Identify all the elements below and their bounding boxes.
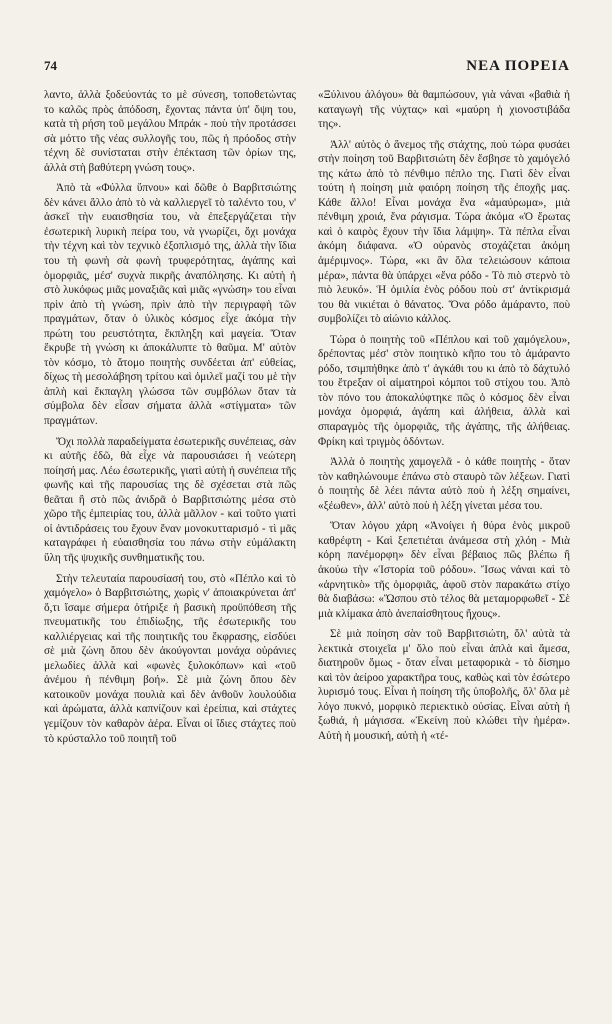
paragraph: «Ξύλινου ἀλόγου» θὰ θαμπώσουν, γιὰ νάναι «βαθιὰ ἡ καταγωγὴ τῆς νύχτας» καὶ «μαύρη ἡ χιονοστιβάδα της». [318,89,570,131]
paragraph: Ἀλλὰ ὁ ποιητὴς χαμογελᾶ - ὁ κάθε ποιητὴς - ὅταν τὸν καθηλώνουμε ἐπάνω στὸ σταυρὸ τῶν λέξεων. Γιατὶ ὁ ποιητὴς δὲ λέει πάντα αὐτὸ ποὺ ἡ λέξη σημαίνει, «ξέωθεν», ἀλλ' αὐτὸ ποὺ ἡ λέξη γίνεται μέσα του. [318,456,570,512]
paragraph: Τώρα ὁ ποιητὴς τοῦ «Πέπλου καὶ τοῦ χαμόγελου», δρέποντας μέσ' στὸν ποιητικὸ κῆπο του τὸ ἀμάραντο ρόδο, τσιμπήθηκε ἀπὸ τ' ἀγκάθι του κι ἀπὸ τὸ δάχτυλό του ἔτρεξαν οἱ αἱματηροὶ κόμποι τοῦ στίχου του. Ἀπὸ τὸν πόνο του ἀποκαλύφτηκε πῶς ὁ κόσμος δὲν εἶναι μονάχα ὁμορφιά, ἀγάπη καὶ ἀλήθεια, ἀλλὰ καὶ σπαραγμὸς τῆς ὁμορφιᾶς, τῆς ἀγάπης, τῆς ἀλήθειας. Φρίκη καὶ τριγμὸς ὀδόντων. [318,333,570,448]
paragraph: Ὄχι πολλὰ παραδείγματα ἐσωτερικῆς συνέπειας, σὰν κι αὐτῆς ἐδῶ, θὰ εἶχε νὰ παρουσιάσει ἡ νεώτερη ποίησή μας. Λέω ἐσωτερικῆς, γιατὶ αὐτὴ ἡ συνέπεια τῆς φωνῆς καὶ τῆς παρουσίας της δὲ σχέσεται στὰ πῶς θεᾶται ἢ στὸ πῶς ἀνιδρᾶ ὁ Βαρβιτσιώτης μέσα στὸ χῶρο τῆς ἐμπειρίας του, ἀλλὰ μᾶλλον - καὶ τοῦτο γιατὶ οἱ ἀντιδράσεις του ἔχουν ἕναν μονοκυτταρισμό - τὶ μᾶς καταγράφει ἡ εὐαισθησία του πάνω στὴν εὐμάλακτη ὕλη τῆς ψυχικῆς συνθηματικῆς του. [44,435,296,564]
text-columns [44,88,570,752]
page-header [44,58,570,75]
journal-title: ΝΕΑ ΠΟΡΕΙΑ [466,58,570,74]
page-number: 74 [44,58,57,73]
paragraph: Ἀπὸ τὰ «Φύλλα ὕπνου» καὶ δῶθε ὁ Βαρβιτσιώτης δὲν κάνει ἄλλο ἀπὸ τὸ νὰ καλλιεργεῖ τὸ ταλέντο του, ν' ἀσκεῖ τὴν ευαισθησία του, νὰ ἐπεξεργάζεται τὴν ἐσωτερικὴ λυρικὴ πείρα του, νὰ γνωρίζει, ὄχι μονάχα τὴν τέχνη καὶ τὸν τεχνικὸ ἐξοπλισμό της, ἀλλὰ τὴν ἴδια του τὴ φωνὴ σὰ φωνὴ τρυφερότητας, ἀγάπης καὶ ὁμορφιᾶς, μέσ' συχνὰ πικρῆς ἀναπόλησης. Κι αὐτὴ ἡ στὸ λυκόφως μιᾶς μοναξιᾶς καὶ μιᾶς «γνώση» του εἶναι πρὶν ἀπὸ τὴ γνώση, πρὶν ἀπὸ τὴν περιγραφὴ τῶν πραγμάτων, ὅταν ὁ ὑλικὸς κόσμος εἶχε ἀκόμα τὴν πρώτη του ρευστότητα, ἔκπληξη καὶ μαγεία. Ὅταν ἔκρυβε τὴ γνώση κι ἀποκάλυπτε τὸ θαῦμα. Μ' αὐτὸν τὸν κόσμο, τὸ ἄτομο ποιητὴς συνδέεται ἀπ' εὐθείας, δίχως τὴ μεσολάβηση τρίτου καὶ ὁμιλεῖ μαζί του μὲ τὴν ἁπλὴ καὶ ἔκπαγλη γλώσσα τῶν συμβόλων ὅταν τὰ σύμβολα δὲν εἶσαν σήματα ἀλλὰ «στίγματα» τῶν πραγμάτων. [44,182,296,428]
left-column [44,88,296,752]
paragraph: Ἀλλ' αὐτὸς ὁ ἄνεμος τῆς στάχτης, ποὺ τώρα φυσάει στὴν ποίηση τοῦ Βαρβιτσιώτη δὲν ἔσβησε τὸ χαμόγελό της κάτω ἀπὸ τὸ πένθιμο πέπλο της. Γιατὶ δὲν εἶναι τούτη ἡ ποίηση μιὰ φαιόρη ποίηση τῆς ἐποχῆς μας. Κάθε ἄλλο! Εἶναι μονάχα ἕνα «ἀμαύρωμα», μιὰ πένθιμη χροιά, ἕνα ράγισμα. Τώρα ἀκόμα «Ὁ ἔρωτας καὶ ὁ καιρὸς ἔχουν τὴν ἴδια λάμψη». Τὰ πέπλα εἶναι ἀκόμη διάφανα. «Ὁ οὐρανὸς στοχάζεται ἀκόμη ἀμέριμνος». Τώρα, «κι ἂν ὅλα τελειώσουν κάποια μέρα», πάντα θὰ ὑπάρχει «ἕνα ρόδο - Τὸ πιὸ στερνὸ τὸ πιὸ λευκό». Ἡ ὁμιλία ἑνὸς ρόδου ποὺ στ' ἀντίκρισμά του θὰ νικιέται ὁ θάνατος. Ὅνα ρόδο ἀμάραντο, ποὺ συμβολίζει τὸ αἰώνιο κάλλος. [318,138,570,326]
paragraph: Ὅταν λόγου χάρη «Ἀνοίγει ἡ θύρα ἑνὸς μικροῦ καθρέφτη - Καὶ ξεπετιέται ἀνάμεσα στὴ χλόη - Μιὰ κόρη πανέμορφη» δὲν εἶναι βέβαιος πῶς βλέπω ἢ ἀκούω τὴν «Ἱστορία τοῦ ρόδου». Ἴσως νάναι καὶ τὸ «ἀρνητικὸ» τῆς ὁμορφιᾶς, ἀφοῦ στὸν παρακάτω στίχο θὰ διαβάσω: «Ὥσπου στὸ τέλος θὰ μεταμορφωθεῖ - Σὲ μιὰ κλίμακα ἀπὸ ἀνεπαίσθητους ἤχους». [318,520,570,620]
paragraph: Στὴν τελευταία παρουσίασή του, στὸ «Πέπλο καὶ τὸ χαμόγελο» ὁ Βαρβιτσιώτης, χωρὶς ν' ἀποιακρύνεται ἀπ' ὅ,τι ἴσαμε σήμερα ὁτήριξε ἡ βασικὴ προϋπόθεση τῆς πνευματικῆς του ἐπιδίωξης, τῆς ἐσωτερικῆς του καλλιέργειας καὶ τῆς ποιητικῆς του ἔκφρασης, εἰσδύει σὲ μιὰ ζώνη ὅπου δὲν ἀκούγονται μονάχα οὐράνιες μελωδίες ἀλλὰ καὶ «φωνὲς ξυλοκόπων» καὶ «τοῦ ἀνέμου ἡ πένθιμη βοή». Σὲ μιὰ ζώνη ὅπου δὲν κατοικοῦν μονάχα πουλιὰ καὶ δὲν ἀνθοῦν λουλούδια καὶ ἀρώματα, ἀλλὰ καπνίζουν καὶ ἐρείπια, καὶ στάχτες γεμίζουν τὸν καθαρὸν ἀέρα. Εἶναι οἱ ἴδιες στάχτες ποὺ τὸ κρύσταλλο τοῦ ποιητῆ τοῦ [44,572,296,745]
paragraph: Σὲ μιὰ ποίηση σὰν τοῦ Βαρβιτσιώτη, ὅλ' αὐτὰ τὰ λεκτικὰ στοιχεῖα μ' ὅλο ποὺ εἶναι ἁπλὰ καὶ ἄμεσα, διατηροῦν ὅμως - ὅταν εἶναι μεταφορικὰ - τὸ δίσημο καὶ τὸν ἀείροο χαρακτῆρα τους, καθὼς καὶ τὸν ἐσώτερο λυρισμό τους. Εἶναι ἡ ποίηση τῆς ὑποβολῆς, ὅλ' ὅλα μὲ λόγο πυκνό, μορφικὸ περιεκτικὸ οὐσίας. Εἶναι αὐτὴ ἡ ξωθιά, ἡ μάγισσα. «Ἐκείνη ποὺ κλώθει τὴν ἡμέρα». Αὐτὴ ἡ μουσική, αὐτὴ ἡ «τέ- [318,628,570,742]
right-column [318,88,570,752]
paragraph: λαντο, ἀλλὰ ξοδεύοντάς το μὲ σύνεση, τοποθετώντας το καλῶς πρὸς ἀπόδοση, ἔχοντας πάντα ὑπ' ὄψη του, κατὰ τὴ ρήση τοῦ μεγάλου Μπράκ - ποὺ τὴν προτάσσει σὰ μόττο τῆς νέας συλλογῆς του, πῶς ἡ πρόοδος στὴν τέχνη δὲ συνίσταται στὴν ἐπέκταση τῶν ὁρίων της, ἀλλὰ στὴ βαθύτερη γνώση τους». [44,89,296,174]
